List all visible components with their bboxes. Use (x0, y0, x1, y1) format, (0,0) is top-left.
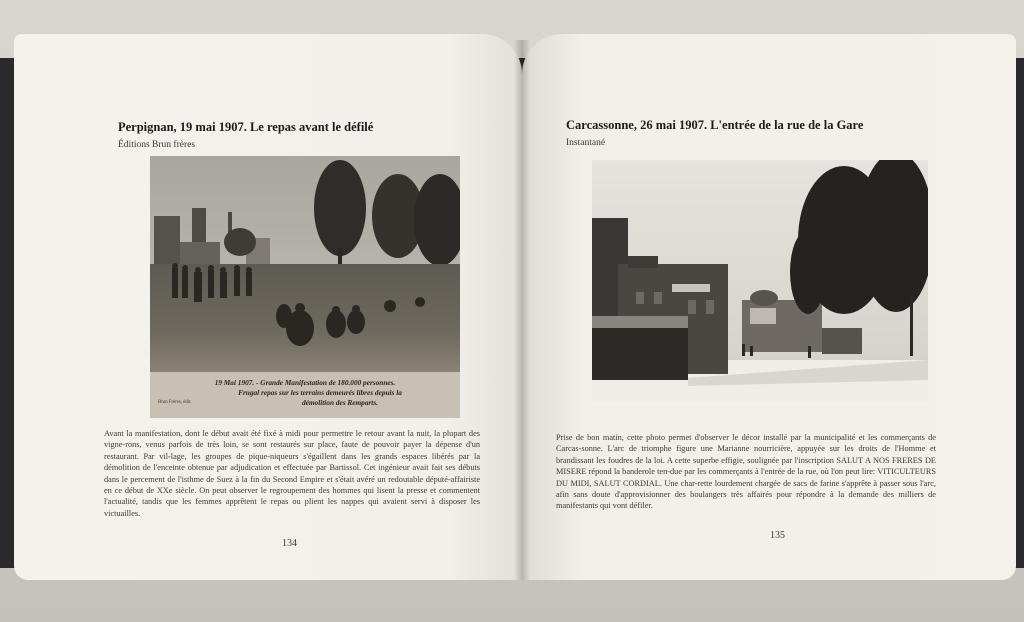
right-page-title: Carcassonne, 26 mai 1907. L'entrée de la rue de la Gare (566, 118, 864, 132)
photo-caption-line3: démolition des Remparts. (301, 398, 378, 407)
right-page-body: Prise de bon matin, cette photo permet d'observer le décor installé par la municipalité et les commerçants de Carcas-sonne. L'arc de triomphe figure une Marianne nourricière, appuyée sur les droits de l'Homme et brandissant les foudres de la loi. A cette superbe effigie, soulignée par l'inscription SALUT A NOS FRERES DE MISERE répond la banderole ten-due par les commerçants à l'entrée de la rue, où l'on peut lire: VITICULTEURS DU MIDI, SALUT CORDIAL. Une char-rette lourdement chargée de sacs de farine s'apprête à passer sous l'arc, afin sans doute d'approvisionner des boulangers très affairés pour répondre à la demande des milliers de manifestants qui vont défiler. (556, 433, 936, 511)
left-page-body: Avant la manifestation, dont le début avait été fixé à midi pour permettre le retour avant la nuit, la plupart des vigne-rons, venus parfois de très loin, se sont restaurés sur place, faute de pouvoir payer la dépense d'un restaurant. Par vil-lage, les groupes de pique-niqueurs s'égaillent dans les grands espaces libérés par la démolition de l'enceinte obtenue par adjudication et effectuée par Bartissol. Cet ingénieur avait fait ses débuts dans le percement de l'isthme de Suez à la fin du Second Empire et s'était avéré un redoutable député-affairiste en ce début de XXe siècle. On peut observer le regroupement des hommes qui lisent la presse et commentent l'actualité, tandis que les femmes apprêtent le repas ou plient les nappes qui avaient servi à disposer les victuailles. (104, 429, 480, 518)
right-page-credit: Instantané (566, 138, 606, 148)
left-page-credit: Éditions Brun frères (118, 140, 196, 150)
left-page-number: 134 (282, 538, 297, 549)
photo-caption-publisher: Brun Frères, édit. (158, 400, 192, 405)
photo-caption-line1: 19 Mai 1907. - Grande Manifestation de 180.000 personnes. (214, 378, 396, 387)
book-gutter (514, 40, 530, 580)
right-page-number: 135 (770, 530, 785, 541)
photo-caption-line2: Frugal repas sur les terrains demeurés libres depuis la (238, 388, 402, 397)
carcassonne-photo (592, 160, 928, 402)
perpignan-photo (150, 156, 460, 418)
left-page-title: Perpignan, 19 mai 1907. Le repas avant le défilé (118, 120, 374, 134)
